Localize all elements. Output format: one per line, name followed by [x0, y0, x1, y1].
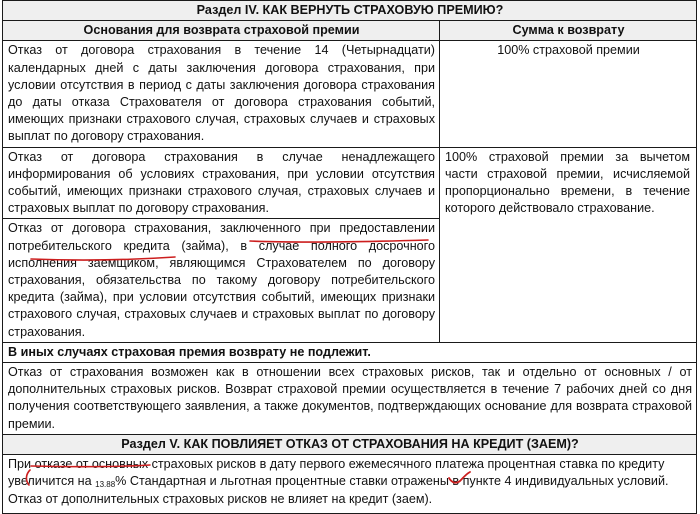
section-4-title: Раздел IV. КАК ВЕРНУТЬ СТРАХОВУЮ ПРЕМИЮ? — [3, 1, 697, 21]
early-repayment-highlight: в случае полного досрочного исполнения заемщиком — [8, 238, 435, 270]
refund-note: Отказ от страхования возможен как в отношении всех страховых рисков, так и отдельно от основных / от дополнительных страховых рисков. Возврат страховой премии осуществляется в течение 7 рабочих дней со дня получения соответствующего заявления, а также документов, подтверждающих основание для возврата страховой премии. — [3, 363, 697, 435]
section-5-title-row — [3, 434, 697, 454]
refund-ground-early-repayment — [3, 219, 440, 342]
table-row — [3, 41, 697, 147]
section-5-line-2 — [8, 473, 692, 491]
no-refund-row — [3, 342, 697, 362]
column-header-amount: Сумма к возврату — [440, 21, 697, 41]
table-row — [3, 147, 697, 219]
rate-increase-suffix: % Стандартная и льготная процентные ставки отражены в пункте 4 индивидуальных условий. — [115, 474, 669, 489]
early-repayment-text-end: , являющимся Страхователем по договору страхования, обязательства по такому договору потребительского кредита (займа), при условии отсутствия событий, имеющих признаки страхового случая, страховых случаев и страховых выплат по договору страхования. — [8, 255, 435, 339]
refund-ground-improper-info: Отказ от договора страхования в случае ненадлежащего информирования об условиях страхования, при условии отсутствия событий, имеющих признаки страхового случая, страховых случаев и страховых выплат по договору страхования. — [3, 147, 440, 219]
refund-amount-prorated: 100% страховой премии за вычетом части страховой премии, исчисляемой пропорционально времени, в течение которого действовало страхование. — [440, 147, 697, 342]
insurance-terms-table — [2, 0, 697, 514]
section-4-title-row — [3, 1, 697, 21]
column-header-grounds: Основания для возврата страховой премии — [3, 21, 440, 41]
refund-ground-cooling-off: Отказ от договора страхования в течение 14 (Четырнадцати) календарных дней с даты заключения договора страхования, при условии отсутствия в период с даты заключения договора страхования до даты отказа Страхователя от договора страхования событий, имеющих признаки страхового случая, страховых случаев и страховых выплат по договору страхования. — [3, 41, 440, 147]
no-refund-statement: В иных случаях страховая премия возврату не подлежит. — [3, 342, 697, 362]
section-5-line-3: Отказ от дополнительных страховых рисков не влияет на кредит (заем). — [8, 492, 433, 507]
refund-note-row — [3, 363, 697, 435]
section-5-title: Раздел V. КАК ПОВЛИЯЕТ ОТКАЗ ОТ СТРАХОВАНИЯ НА КРЕДИТ (ЗАЕМ)? — [3, 434, 697, 454]
refund-amount-full: 100% страховой премии — [440, 41, 697, 147]
section-5-body-row — [3, 455, 697, 514]
rate-increase-value: 13.88 — [95, 480, 116, 490]
rate-increase-prefix: увеличится на — [8, 474, 96, 489]
section-5-body — [3, 455, 697, 514]
section-5-line-1: При отказе от основных страховых рисков в дату первого ежемесячного платежа процентная ставка по кредиту — [8, 457, 665, 472]
early-repayment-text-start: Отказ от договора страхования, заключенного при предоставлении потребительского кредита (займа), — [8, 221, 435, 253]
column-header-row — [3, 21, 697, 41]
